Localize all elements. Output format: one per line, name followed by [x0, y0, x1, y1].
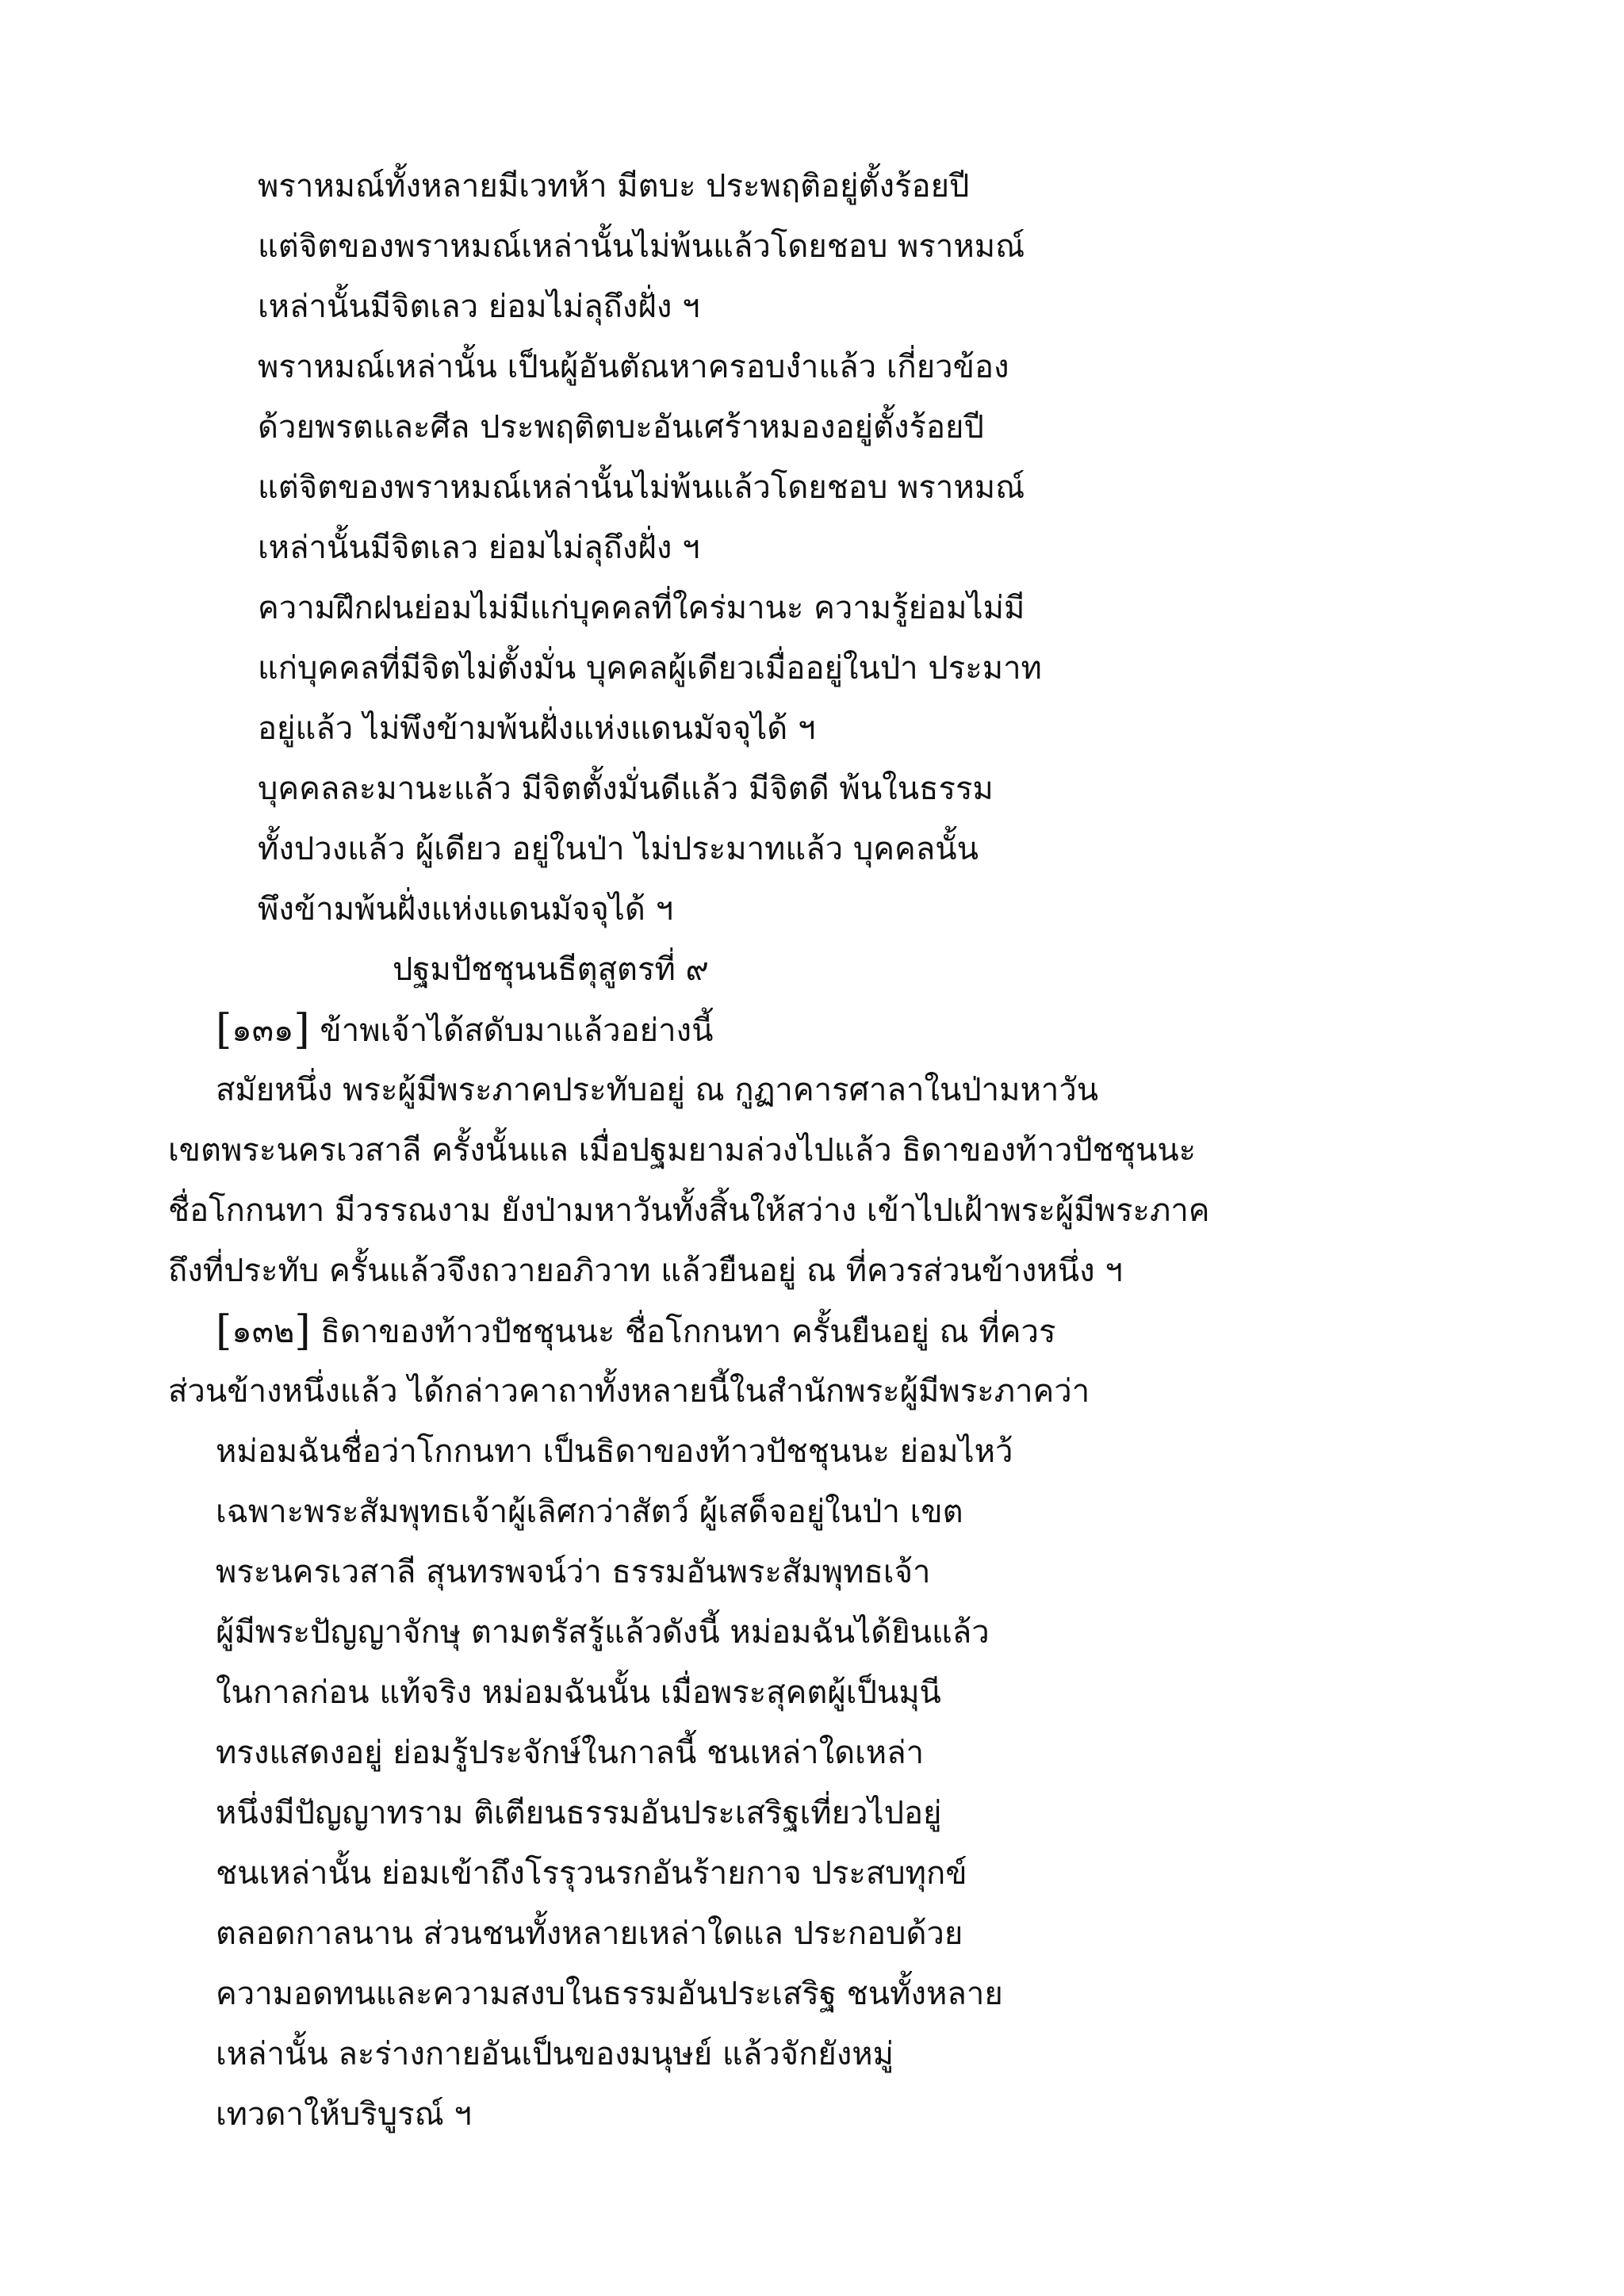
verse-line: ในกาลก่อน แท้จริง หม่อมฉันนั้น เมื่อพระสุคตผู้เป็นมุนี [216, 1674, 941, 1711]
close-bracket: ] [294, 1307, 311, 1355]
verse-line: ทรงแสดงอยู่ ย่อมรู้ประจักษ์ในกาลนี้ ชนเหล่าใดเหล่า [216, 1735, 925, 1771]
verse-line: พราหมณ์ทั้งหลายมีเวทห้า มีตบะ ประพฤติอยู่ตั้งร้อยปี [258, 168, 970, 205]
verse-line: เฉพาะพระสัมพุทธเจ้าผู้เลิศกว่าสัตว์ ผู้เสด็จอยู่ในป่า เขต [216, 1494, 963, 1530]
verse-line: พระนครเวสาลี สุนทรพจน์ว่า ธรรมอันพระสัมพุทธเจ้า [216, 1554, 931, 1590]
verse-line: เทวดาให้บริบูรณ์ ฯ [216, 2096, 472, 2133]
open-bracket: [ [216, 1006, 232, 1054]
verse-line: ชนเหล่านั้น ย่อมเข้าถึงโรรุวนรกอันร้ายกาจ ประสบทุกข์ [216, 1855, 967, 1892]
verse-line: พราหมณ์เหล่านั้น เป็นผู้อันตัณหาครอบงำแล้ว เกี่ยวข้อง [258, 349, 1009, 385]
paragraph-text: ข้าพเจ้าได้สดับมาแล้วอย่างนี้ [309, 1012, 714, 1049]
verse-line: แต่จิตของพราหมณ์เหล่านั้นไม่พ้นแล้วโดยชอบ พราหมณ์ [258, 228, 1025, 265]
paragraph-number: ๑๓๒ [232, 1314, 295, 1350]
verse-line: บุคคลละมานะแล้ว มีจิตตั้งมั่นดีแล้ว มีจิตดี พ้นในธรรม [258, 771, 994, 807]
verse-line: แก่บุคคลที่มีจิตไม่ตั้งมั่น บุคคลผู้เดียวเมื่ออยู่ในป่า ประมาท [258, 650, 1042, 687]
verse-line: เหล่านั้น ละร่างกายอันเป็นของมนุษย์ แล้วจักยังหมู่ [216, 2036, 894, 2072]
paragraph-text: ธิดาของท้าวปัชชุนนะ ชื่อโกกนทา ครั้นยืนอยู่ ณ ที่ควร [310, 1314, 1056, 1350]
body-line: สมัยหนึ่ง พระผู้มีพระภาคประทับอยู่ ณ กูฏาคารศาลาในป่ามหาวัน [216, 1072, 1099, 1108]
verse-line: ด้วยพรตและศีล ประพฤติตบะอันเศร้าหมองอยู่ตั้งร้อยปี [258, 409, 984, 446]
close-bracket: ] [293, 1006, 310, 1054]
body-line: ชื่อโกกนทา มีวรรณงาม ยังป่ามหาวันทั้งสิ้นให้สว่าง เข้าไปเฝ้าพระผู้มีพระภาค [168, 1192, 1210, 1229]
body-line: ส่วนข้างหนึ่งแล้ว ได้กล่าวคาถาทั้งหลายนี้ในสำนักพระผู้มีพระภาคว่า [168, 1373, 1090, 1410]
verse-line: หนึ่งมีปัญญาทราม ติเตียนธรรมอันประเสริฐเที่ยวไปอยู่ [216, 1795, 942, 1831]
verse-line: ความอดทนและความสงบในธรรมอันประเสริฐ ชนทั้งหลาย [216, 1976, 1003, 2012]
verse-line: เหล่านั้นมีจิตเลว ย่อมไม่ลุถึงฝั่ง ฯ [258, 289, 700, 325]
verse-line: ตลอดกาลนาน ส่วนชนทั้งหลายเหล่าใดแล ประกอบด้วย [216, 1915, 963, 1952]
paragraph-132 [216, 1309, 1055, 1353]
verse-line: เหล่านั้นมีจิตเลว ย่อมไม่ลุถึงฝั่ง ฯ [258, 530, 700, 566]
paragraph-131 [216, 1008, 713, 1052]
verse-line: แต่จิตของพราหมณ์เหล่านั้นไม่พ้นแล้วโดยชอบ พราหมณ์ [258, 469, 1025, 506]
verse-line: ทั้งปวงแล้ว ผู้เดียว อยู่ในป่า ไม่ประมาทแล้ว บุคคลนั้น [258, 831, 979, 867]
paragraph-number: ๑๓๑ [232, 1012, 294, 1049]
open-bracket: [ [216, 1307, 232, 1355]
verse-line: ความฝึกฝนย่อมไม่มีแก่บุคคลที่ใคร่มานะ ความรู้ย่อมไม่มี [258, 590, 1025, 626]
body-line: ถึงที่ประทับ ครั้นแล้วจึงถวายอภิวาท แล้วยืนอยู่ ณ ที่ควรส่วนข้างหนึ่ง ฯ [168, 1253, 1123, 1289]
verse-line: ผู้มีพระปัญญาจักษุ ตามตรัสรู้แล้วดังนี้ หม่อมฉันได้ยินแล้ว [216, 1614, 990, 1651]
verse-line: อยู่แล้ว ไม่พึงข้ามพ้นฝั่งแห่งแดนมัจจุได้ ฯ [258, 710, 816, 747]
body-line: เขตพระนครเวสาลี ครั้งนั้นแล เมื่อปฐมยามล่วงไปแล้ว ธิดาของท้าวปัชชุนนะ [168, 1132, 1197, 1169]
verse-line: หม่อมฉันชื่อว่าโกกนทา เป็นธิดาของท้าวปัชชุนนะ ย่อมไหว้ [216, 1433, 1013, 1470]
verse-line: พึงข้ามพ้นฝั่งแห่งแดนมัจจุได้ ฯ [258, 891, 674, 928]
sutta-title: ปฐมปัชชุนนธีตุสูตรที่ ๙ [393, 951, 709, 988]
